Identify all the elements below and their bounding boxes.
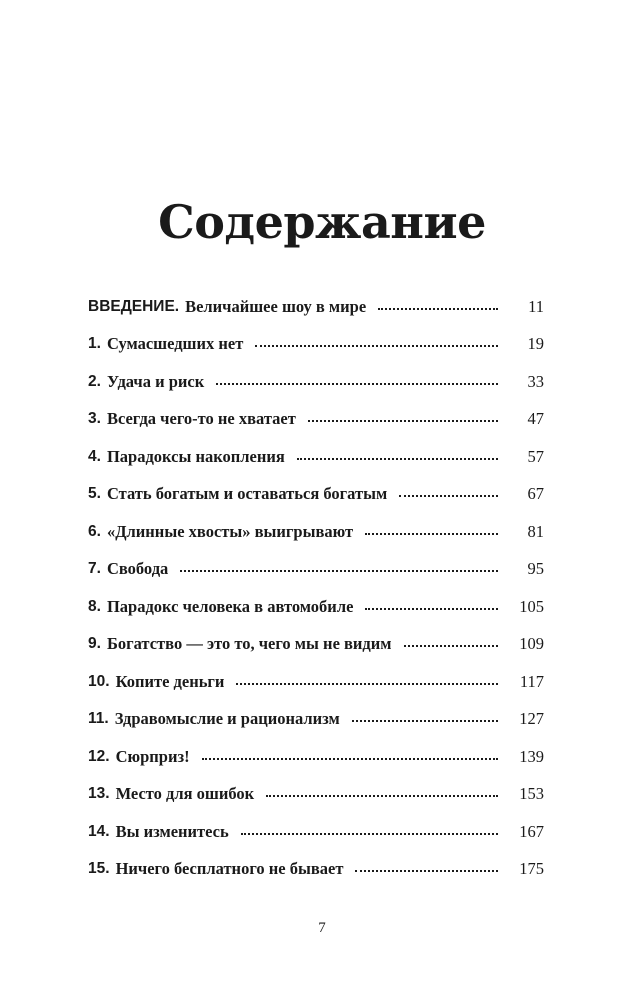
toc-leader-dots — [255, 345, 498, 347]
toc-leader-dots — [352, 720, 498, 722]
toc-entry — [88, 438, 544, 476]
table-of-contents — [88, 288, 544, 888]
toc-entry — [88, 551, 544, 589]
toc-leader-dots — [297, 458, 498, 460]
toc-entry-page: 109 — [519, 634, 544, 654]
toc-leader-dots — [308, 420, 498, 422]
toc-entry — [88, 851, 544, 889]
toc-entry-title: Парадокс человека в автомобиле — [106, 596, 354, 616]
toc-entry-page: 153 — [519, 784, 544, 804]
toc-entry-title: Удача и риск — [106, 371, 205, 391]
toc-entry-page: 95 — [527, 559, 544, 579]
toc-entry-title: Величайшее шоу в мире — [185, 296, 367, 316]
toc-entry-number: ВВЕДЕНИЕ. — [88, 297, 180, 315]
toc-entry — [88, 738, 544, 776]
toc-entry — [88, 363, 544, 401]
toc-entry-number: 8. — [88, 597, 101, 615]
toc-entry-title: Свобода — [106, 559, 169, 579]
toc-entry-page: 117 — [519, 671, 544, 691]
toc-entry-title: Здравомыслие и рационализм — [114, 709, 340, 729]
toc-entry — [88, 476, 544, 514]
toc-leader-dots — [365, 608, 498, 610]
toc-entry-number: 2. — [88, 372, 101, 390]
toc-entry-title: Копите деньги — [115, 671, 225, 691]
toc-entry-number: 7. — [88, 560, 101, 578]
toc-entry-number: 6. — [88, 522, 101, 540]
toc-leader-dots — [180, 570, 498, 572]
toc-entry-number: 13. — [88, 785, 110, 803]
toc-entry-page: 175 — [519, 859, 544, 879]
toc-entry — [88, 813, 544, 851]
toc-leader-dots — [355, 870, 498, 872]
toc-leader-dots — [216, 383, 498, 385]
toc-entry — [88, 701, 544, 739]
toc-leader-dots — [404, 645, 498, 647]
toc-entry-title: Сумасшедших нет — [106, 334, 244, 354]
toc-entry — [88, 401, 544, 439]
toc-entry-number: 5. — [88, 485, 101, 503]
toc-entry-title: «Длинные хвосты» выигрывают — [106, 521, 354, 541]
toc-entry-title: Ничего бесплатного не бывает — [115, 859, 344, 879]
toc-entry-title: Парадоксы накопления — [106, 446, 285, 466]
toc-entry-number: 3. — [88, 410, 101, 428]
toc-entry-page: 139 — [519, 746, 544, 766]
toc-entry-title: Всегда чего-то не хватает — [106, 409, 296, 429]
toc-entry-page: 81 — [527, 521, 544, 541]
toc-entry-page: 105 — [519, 596, 544, 616]
toc-entry — [88, 513, 544, 551]
toc-entry-page: 167 — [519, 821, 544, 841]
toc-entry-page: 127 — [519, 709, 544, 729]
toc-entry-title: Стать богатым и оставаться богатым — [106, 484, 388, 504]
toc-entry — [88, 776, 544, 814]
toc-leader-dots — [365, 533, 498, 535]
toc-entry — [88, 326, 544, 364]
toc-entry-number: 1. — [88, 335, 101, 353]
toc-entry-page: 33 — [527, 371, 544, 391]
toc-entry — [88, 626, 544, 664]
toc-entry — [88, 288, 544, 326]
page-title: Содержание — [158, 195, 486, 249]
toc-entry-title: Богатство — это то, чего мы не видим — [106, 634, 392, 654]
toc-entry-number: 15. — [88, 860, 110, 878]
toc-entry-title: Вы изменитесь — [115, 821, 229, 841]
toc-entry-page: 47 — [527, 409, 544, 429]
toc-leader-dots — [378, 308, 498, 310]
toc-leader-dots — [266, 795, 498, 797]
toc-entry-number: 9. — [88, 635, 101, 653]
toc-leader-dots — [241, 833, 498, 835]
toc-entry-page: 11 — [528, 296, 544, 316]
toc-entry-page: 67 — [527, 484, 544, 504]
toc-leader-dots — [202, 758, 498, 760]
toc-entry-page: 57 — [527, 446, 544, 466]
page-number: 7 — [318, 920, 326, 936]
toc-entry-title: Место для ошибок — [115, 784, 255, 804]
toc-entry-title: Сюрприз! — [115, 746, 190, 766]
toc-entry-number: 4. — [88, 447, 101, 465]
toc-entry — [88, 588, 544, 626]
toc-entry — [88, 663, 544, 701]
toc-entry-number: 12. — [88, 747, 110, 765]
toc-entry-number: 11. — [88, 710, 109, 728]
toc-leader-dots — [236, 683, 498, 685]
toc-entry-number: 10. — [88, 672, 110, 690]
toc-entry-page: 19 — [527, 334, 544, 354]
toc-entry-number: 14. — [88, 822, 110, 840]
toc-leader-dots — [399, 495, 498, 497]
